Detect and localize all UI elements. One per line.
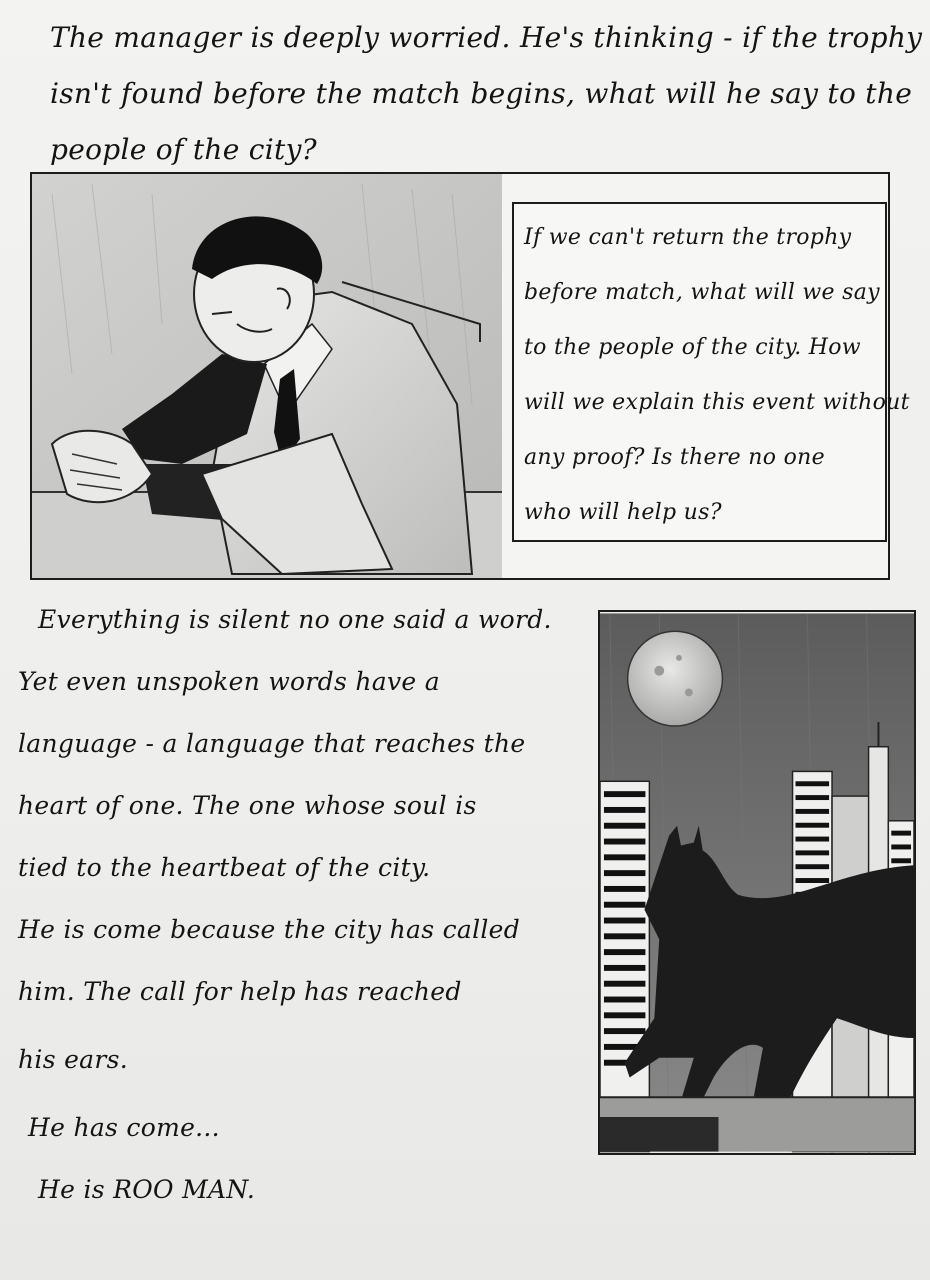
narration-line: language - a language that reaches the xyxy=(18,729,526,758)
speech-line: who will help us? xyxy=(524,500,722,525)
speech-line: any proof? Is there no one xyxy=(524,445,825,470)
worried-manager-illustration xyxy=(32,174,502,578)
narration-line: He is ROO MAN. xyxy=(38,1175,256,1204)
narration-line: Everything is silent no one said a word. xyxy=(38,605,552,634)
intro-line: isn't found before the match begins, what will he say to the xyxy=(50,77,913,110)
speech-bubble xyxy=(512,202,910,542)
intro-line: The manager is deeply worried. He's thinking - if the trophy xyxy=(50,21,923,54)
intro-line: people of the city? xyxy=(50,133,317,166)
narration-line: Yet even unspoken words have a xyxy=(18,667,440,696)
speech-line: to the people of the city. How xyxy=(524,335,861,360)
narration-line: heart of one. The one whose soul is xyxy=(18,791,477,820)
narration-line: He is come because the city has called xyxy=(18,915,521,944)
narration-line: tied to the heartbeat of the city. xyxy=(18,853,431,882)
speech-line: will we explain this event without xyxy=(524,390,910,415)
intro-caption xyxy=(50,10,923,178)
narration-line: him. The call for help has reached xyxy=(18,977,462,1006)
speech-line: before match, what will we say xyxy=(524,280,880,305)
hero-panel xyxy=(598,610,916,1155)
hero-silhouette-illustration xyxy=(600,612,914,1153)
narration-line: He has come... xyxy=(28,1113,220,1142)
manager-panel xyxy=(30,172,910,580)
speech-line: If we can't return the trophy xyxy=(524,225,852,250)
narration-line: his ears. xyxy=(18,1045,128,1074)
